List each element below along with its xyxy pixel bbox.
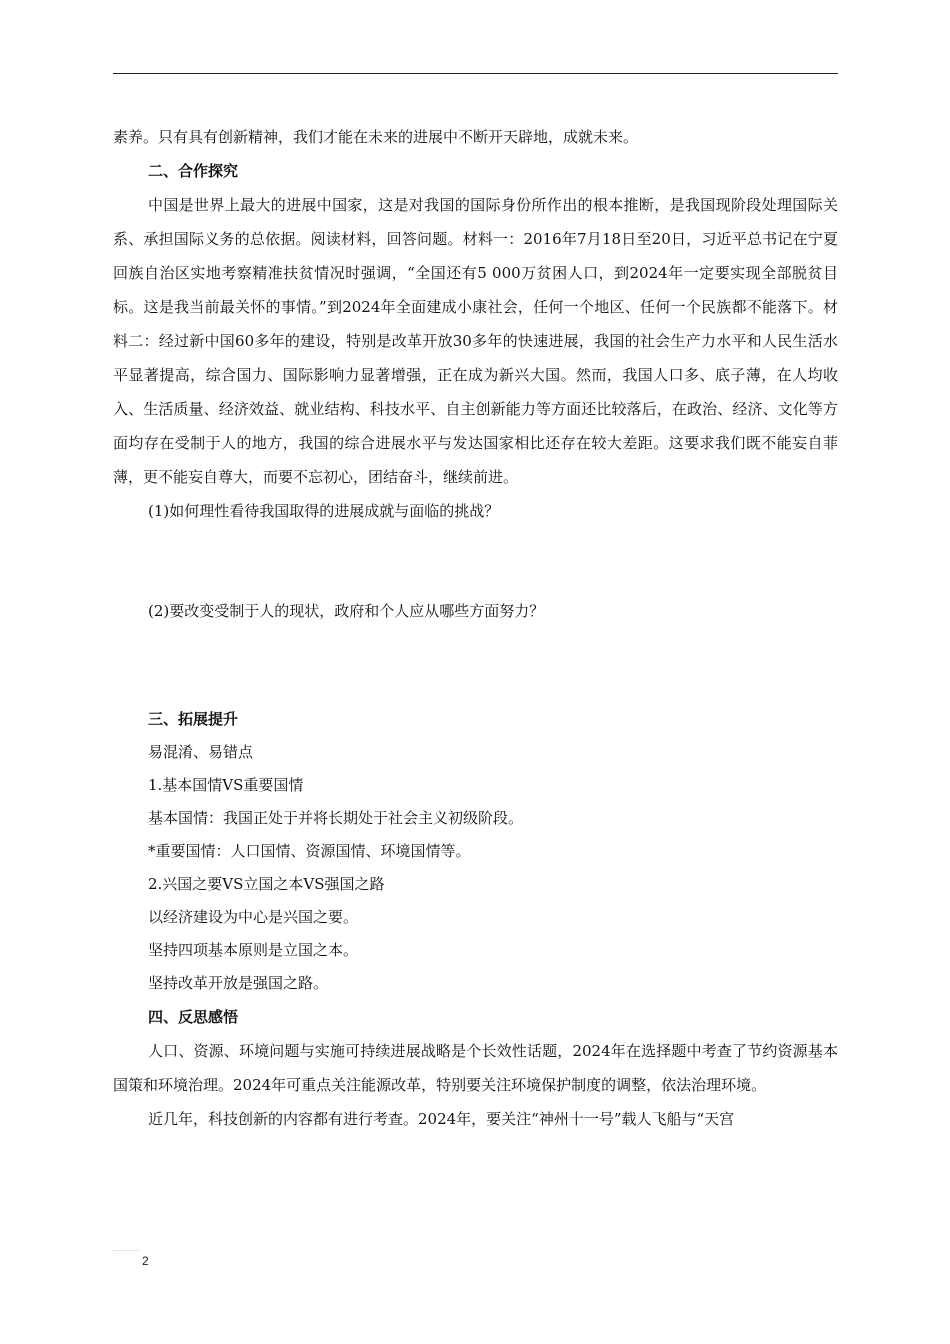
list-item: 基本国情：我国正处于并将长期处于社会主义初级阶段。 [148,809,524,827]
list-item: 1.基本国情VS重要国情 [148,776,304,794]
answer-space-2 [113,628,838,702]
page-number: 2 [142,1254,149,1268]
header-rule [113,73,838,74]
section-2-heading: 二、合作探究 [148,162,239,180]
question-1: (1)如何理性看待我国取得的进展成就与面临的挑战？ [148,502,500,520]
section-2-paragraph: 中国是世界上最大的进展中国家，这是对我国的国际身份所作出的根本推断，是我国现阶段处理国际关系、承担国际义务的总依据。阅读材料，回答问题。材料一：2016年7月18日至20日，习近平总书记在宁夏回族自治区实地考察精准扶贫情况时强调，“全国还有5 000万贫困人口，到2024年一定要实现全部脱贫目标。这是我当前最关怀的事情。”到2024年全面建成小康社会，任何一个地区、任何一个民族都不能落下。材料二：经过新中国60多年的建设，特别是改革开放30多年的快速进展，我国的社会生产力水平和人民生活水平显著提高，综合国力、国际影响力显著增强，正在成为新兴大国。然而，我国人口多、底子薄，在人均收入、生活质量、经济效益、就业结构、科技水平、自主创新能力等方面还比较落后，在政治、经济、文化等方面均存在受制于人的地方，我国的综合进展水平与发达国家相比还存在较大差距。这要求我们既不能妄自菲薄，更不能妄自尊大，而要不忘初心，团结奋斗，继续前进。 [113,196,838,486]
section-4-heading: 四、反思感悟 [148,1008,239,1026]
list-item: 2.兴国之要VS立国之本VS强国之路 [148,875,385,893]
list-item: 易混淆、易错点 [148,743,254,761]
answer-space-1 [113,528,838,594]
section-4-paragraph-2: 近几年，科技创新的内容都有进行考查。2024年，要关注“神州十一号”载人飞船与“天宫 [148,1110,735,1128]
intro-line: 素养。只有具有创新精神，我们才能在未来的进展中不断开天辟地，成就未来。 [113,128,639,146]
list-item: 以经济建设为中心是兴国之要。 [148,908,359,926]
section-3-heading: 三、拓展提升 [148,710,239,728]
question-2: (2)要改变受制于人的现状，政府和个人应从哪些方面努力？ [148,602,545,620]
list-item: 坚持改革开放是强国之路。 [148,974,329,992]
list-item: *重要国情：人口国情、资源国情、环境国情等。 [148,842,471,860]
list-item: 坚持四项基本原则是立国之本。 [148,941,359,959]
page-content [113,120,838,1136]
section-4-paragraph-1: 人口、资源、环境问题与实施可持续进展战略是个长效性话题，2024年在选择题中考查了节约资源基本国策和环境治理。2024年可重点关注能源改革，特别要关注环境保护制度的调整，依法治理环境。 [113,1042,838,1094]
footer-mark [113,1250,139,1251]
